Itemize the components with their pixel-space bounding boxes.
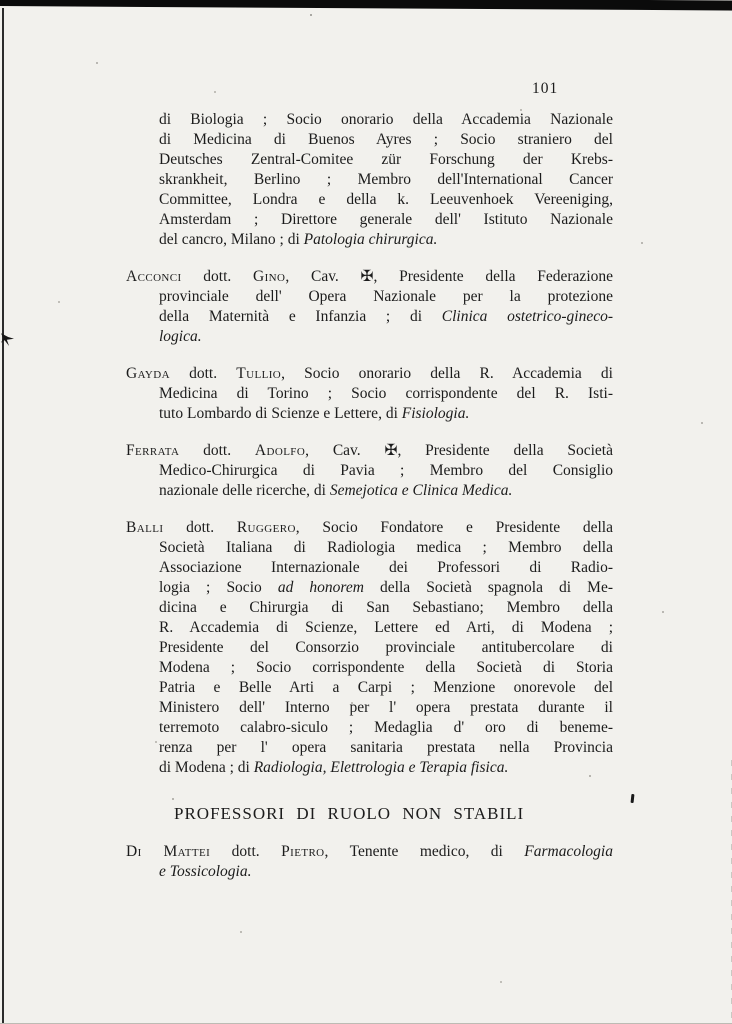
entry-paragraph xyxy=(126,267,613,347)
text-line xyxy=(126,230,613,250)
text-segment: Medico-Chirurgica di Pavia ; Membro del Consiglio xyxy=(159,462,613,479)
text-line xyxy=(126,738,613,758)
text-segment: dicina e Chirurgia di San Sebastiano; Membro della xyxy=(159,599,613,616)
text-line xyxy=(126,150,613,170)
text-segment: dott. xyxy=(210,843,282,860)
entry-paragraph xyxy=(126,110,613,250)
text-line xyxy=(126,558,613,578)
text-segment: , Cav. ✠, Presidente della Federazione xyxy=(285,268,614,285)
text-segment: Patria e Belle Arti a Carpi ; Menzione onorevole del xyxy=(159,679,613,696)
text-line xyxy=(126,404,613,424)
text-segment: Amsterdam ; Direttore generale dell' Istituto Nazionale xyxy=(159,211,613,228)
text-segment: della Società spagnola di Me- xyxy=(363,579,614,596)
text-segment: , Cav. ✠, Presidente della Società xyxy=(305,442,613,459)
text-line xyxy=(126,287,613,307)
text-segment: di Medicina di Buenos Ayres ; Socio straniero del xyxy=(159,131,613,148)
text-line xyxy=(126,658,613,678)
person-name: Gayda xyxy=(126,365,170,382)
text-line xyxy=(126,190,613,210)
text-segment: del cancro, Milano ; di xyxy=(159,231,304,248)
subject-italic: Patologia chirurgica. xyxy=(303,231,438,248)
subject-italic: logica. xyxy=(159,328,202,345)
scan-artifact-left-edge-line xyxy=(2,8,4,1024)
person-name: Tullio xyxy=(236,365,282,382)
text-line xyxy=(126,481,613,501)
text-segment: Committee, Londra e della k. Leeuvenhoek Vereeniging, xyxy=(159,191,613,208)
subject-italic: Radiologia, Elettrologia e Terapia fisica. xyxy=(253,759,509,776)
text-block xyxy=(126,110,613,882)
person-name: Acconci xyxy=(126,268,182,285)
text-line xyxy=(126,210,613,230)
text-segment: Associazione Internazionale dei Professori di Radio- xyxy=(159,559,613,576)
text-line xyxy=(126,518,613,538)
text-segment: dott. xyxy=(163,519,237,536)
text-segment: della Maternità e Infanzia ; di xyxy=(159,308,442,325)
subject-italic: e Tossicologia. xyxy=(159,863,252,880)
text-line xyxy=(126,862,613,882)
person-name: Gino xyxy=(253,268,286,285)
text-line xyxy=(126,384,613,404)
text-segment: provinciale dell' Opera Nazionale per la protezione xyxy=(159,288,613,305)
subject-italic: Farmacologia xyxy=(524,843,613,860)
text-line xyxy=(126,842,613,862)
text-line xyxy=(126,758,613,778)
text-line xyxy=(126,538,613,558)
text-segment: Società Italiana di Radiologia medica ; Membro della xyxy=(159,539,613,556)
text-line xyxy=(126,638,613,658)
text-segment: dott. xyxy=(179,442,255,459)
text-segment: Deutsches Zentral-Comitee zür Forschung der Krebs- xyxy=(159,151,613,168)
text-line xyxy=(126,130,613,150)
text-segment: dott. xyxy=(181,268,254,285)
section-heading: PROFESSORI DI RUOLO NON STABILI xyxy=(174,804,525,823)
text-segment: , Tenente medico, di xyxy=(324,843,525,860)
person-name: Balli xyxy=(126,519,164,536)
entry-paragraph xyxy=(126,518,613,778)
text-line xyxy=(126,678,613,698)
entry-paragraph xyxy=(126,364,613,424)
text-line xyxy=(126,327,613,347)
text-line xyxy=(126,578,613,598)
person-name: Ferrata xyxy=(126,442,180,459)
text-segment: Modena ; Socio corrispondente della Società di Storia xyxy=(159,659,613,676)
page-number: 101 xyxy=(532,80,559,97)
subject-italic: Fisiologia. xyxy=(401,405,470,422)
text-segment: Medicina di Torino ; Socio corrispondente del R. Isti- xyxy=(159,385,613,402)
scan-noise-speckles xyxy=(0,0,2,2)
text-line xyxy=(126,307,613,327)
text-line xyxy=(126,698,613,718)
text-line xyxy=(126,718,613,738)
subject-italic: Clinica ostetrico-gineco- xyxy=(441,308,613,325)
text-line xyxy=(126,461,613,481)
text-line xyxy=(126,110,613,130)
text-line xyxy=(126,618,613,638)
person-name: Di Mattei xyxy=(126,843,211,860)
person-name: Ruggero xyxy=(236,519,296,536)
person-name: Pietro xyxy=(281,843,325,860)
text-segment: skrankheit, Berlino ; Membro dell'International Cancer xyxy=(159,171,613,188)
right-margin-ink-mark xyxy=(631,794,635,803)
text-line xyxy=(126,598,613,618)
scan-artifact-top-band xyxy=(0,0,732,11)
text-segment: nazionale delle ricerche, di xyxy=(159,482,330,499)
subject-italic: Semejotica e Clinica Medica. xyxy=(329,482,513,499)
text-segment: dott. xyxy=(169,365,237,382)
text-segment: Presidente del Consorzio provinciale antitubercolare di xyxy=(159,639,613,656)
text-line xyxy=(126,364,613,384)
text-segment: , Socio Fondatore e Presidente della xyxy=(295,519,613,536)
text-segment: di Modena ; di xyxy=(159,759,254,776)
text-line xyxy=(126,267,613,287)
text-line xyxy=(126,441,613,461)
text-segment: terremoto calabro-siculo ; Medaglia d' oro di beneme- xyxy=(159,719,613,736)
text-segment: Ministero dell' Interno per l' opera prestata durante il xyxy=(159,699,613,716)
text-segment: logia ; Socio xyxy=(159,579,278,596)
text-segment: renza per l' opera sanitaria prestata nella Provincia xyxy=(159,739,613,756)
text-line xyxy=(126,170,613,190)
text-segment: di Biologia ; Socio onorario della Accademia Nazionale xyxy=(159,111,613,128)
text-segment: R. Accademia di Scienze, Lettere ed Arti, di Modena ; xyxy=(159,619,613,636)
subject-italic: ad honorem xyxy=(277,579,364,596)
person-name: Adolfo xyxy=(254,442,306,459)
entry-paragraph xyxy=(126,842,613,882)
text-segment: , Socio onorario della R. Accademia di xyxy=(281,365,613,382)
entry-paragraph xyxy=(126,441,613,501)
text-segment: tuto Lombardo di Scienze e Lettere, di xyxy=(159,405,402,422)
